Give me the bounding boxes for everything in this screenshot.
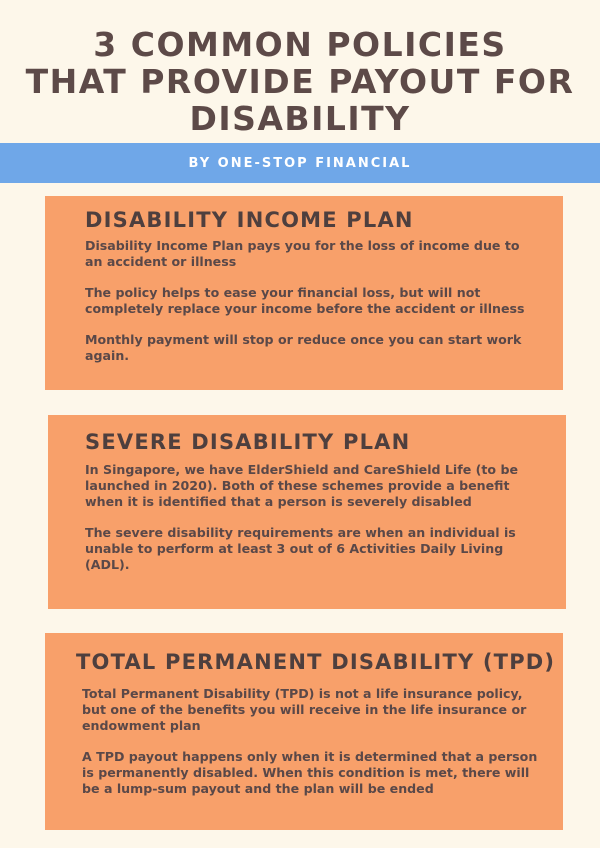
section-paragraph: Disability Income Plan pays you for the loss of income due to an accident or illness: [85, 238, 520, 269]
title-line-2: THAT PROVIDE PAYOUT FOR: [25, 62, 575, 101]
byline-text: BY ONE-STOP FINANCIAL: [188, 155, 412, 171]
section-card-severe-disability: [48, 415, 566, 609]
section-heading: SEVERE DISABILITY PLAN: [85, 430, 411, 454]
title-line-3: DISABILITY: [189, 99, 411, 138]
section-card-total-permanent-disability: [45, 633, 563, 830]
page-title: [0, 26, 600, 137]
section-heading: TOTAL PERMANENT DISABILITY (TPD): [76, 650, 556, 674]
byline-banner: [0, 143, 600, 183]
section-paragraph: Total Permanent Disability (TPD) is not a life insurance policy, but one of the benefits you will receive in the life insurance or endowment plan: [82, 686, 527, 733]
section-paragraph: The policy helps to ease your financial loss, but will not completely replace your income before the accident or illness: [85, 285, 525, 316]
section-paragraph: A TPD payout happens only when it is determined that a person is permanently disabled. When this condition is met, there will be a lump-sum payout and the plan will be ended: [82, 749, 538, 796]
section-heading: DISABILITY INCOME PLAN: [85, 208, 414, 232]
title-line-1: 3 COMMON POLICIES: [93, 25, 507, 64]
section-card-disability-income: [45, 196, 563, 390]
section-paragraph: Monthly payment will stop or reduce once you can start work again.: [85, 332, 522, 363]
section-paragraph: The severe disability requirements are when an individual is unable to perform at least 3 out of 6 Activities Daily Living (ADL).: [85, 525, 516, 572]
section-paragraph: In Singapore, we have ElderShield and CareShield Life (to be launched in 2020). Both of these schemes provide a benefit when it is identified that a person is severely disabled: [85, 462, 519, 509]
